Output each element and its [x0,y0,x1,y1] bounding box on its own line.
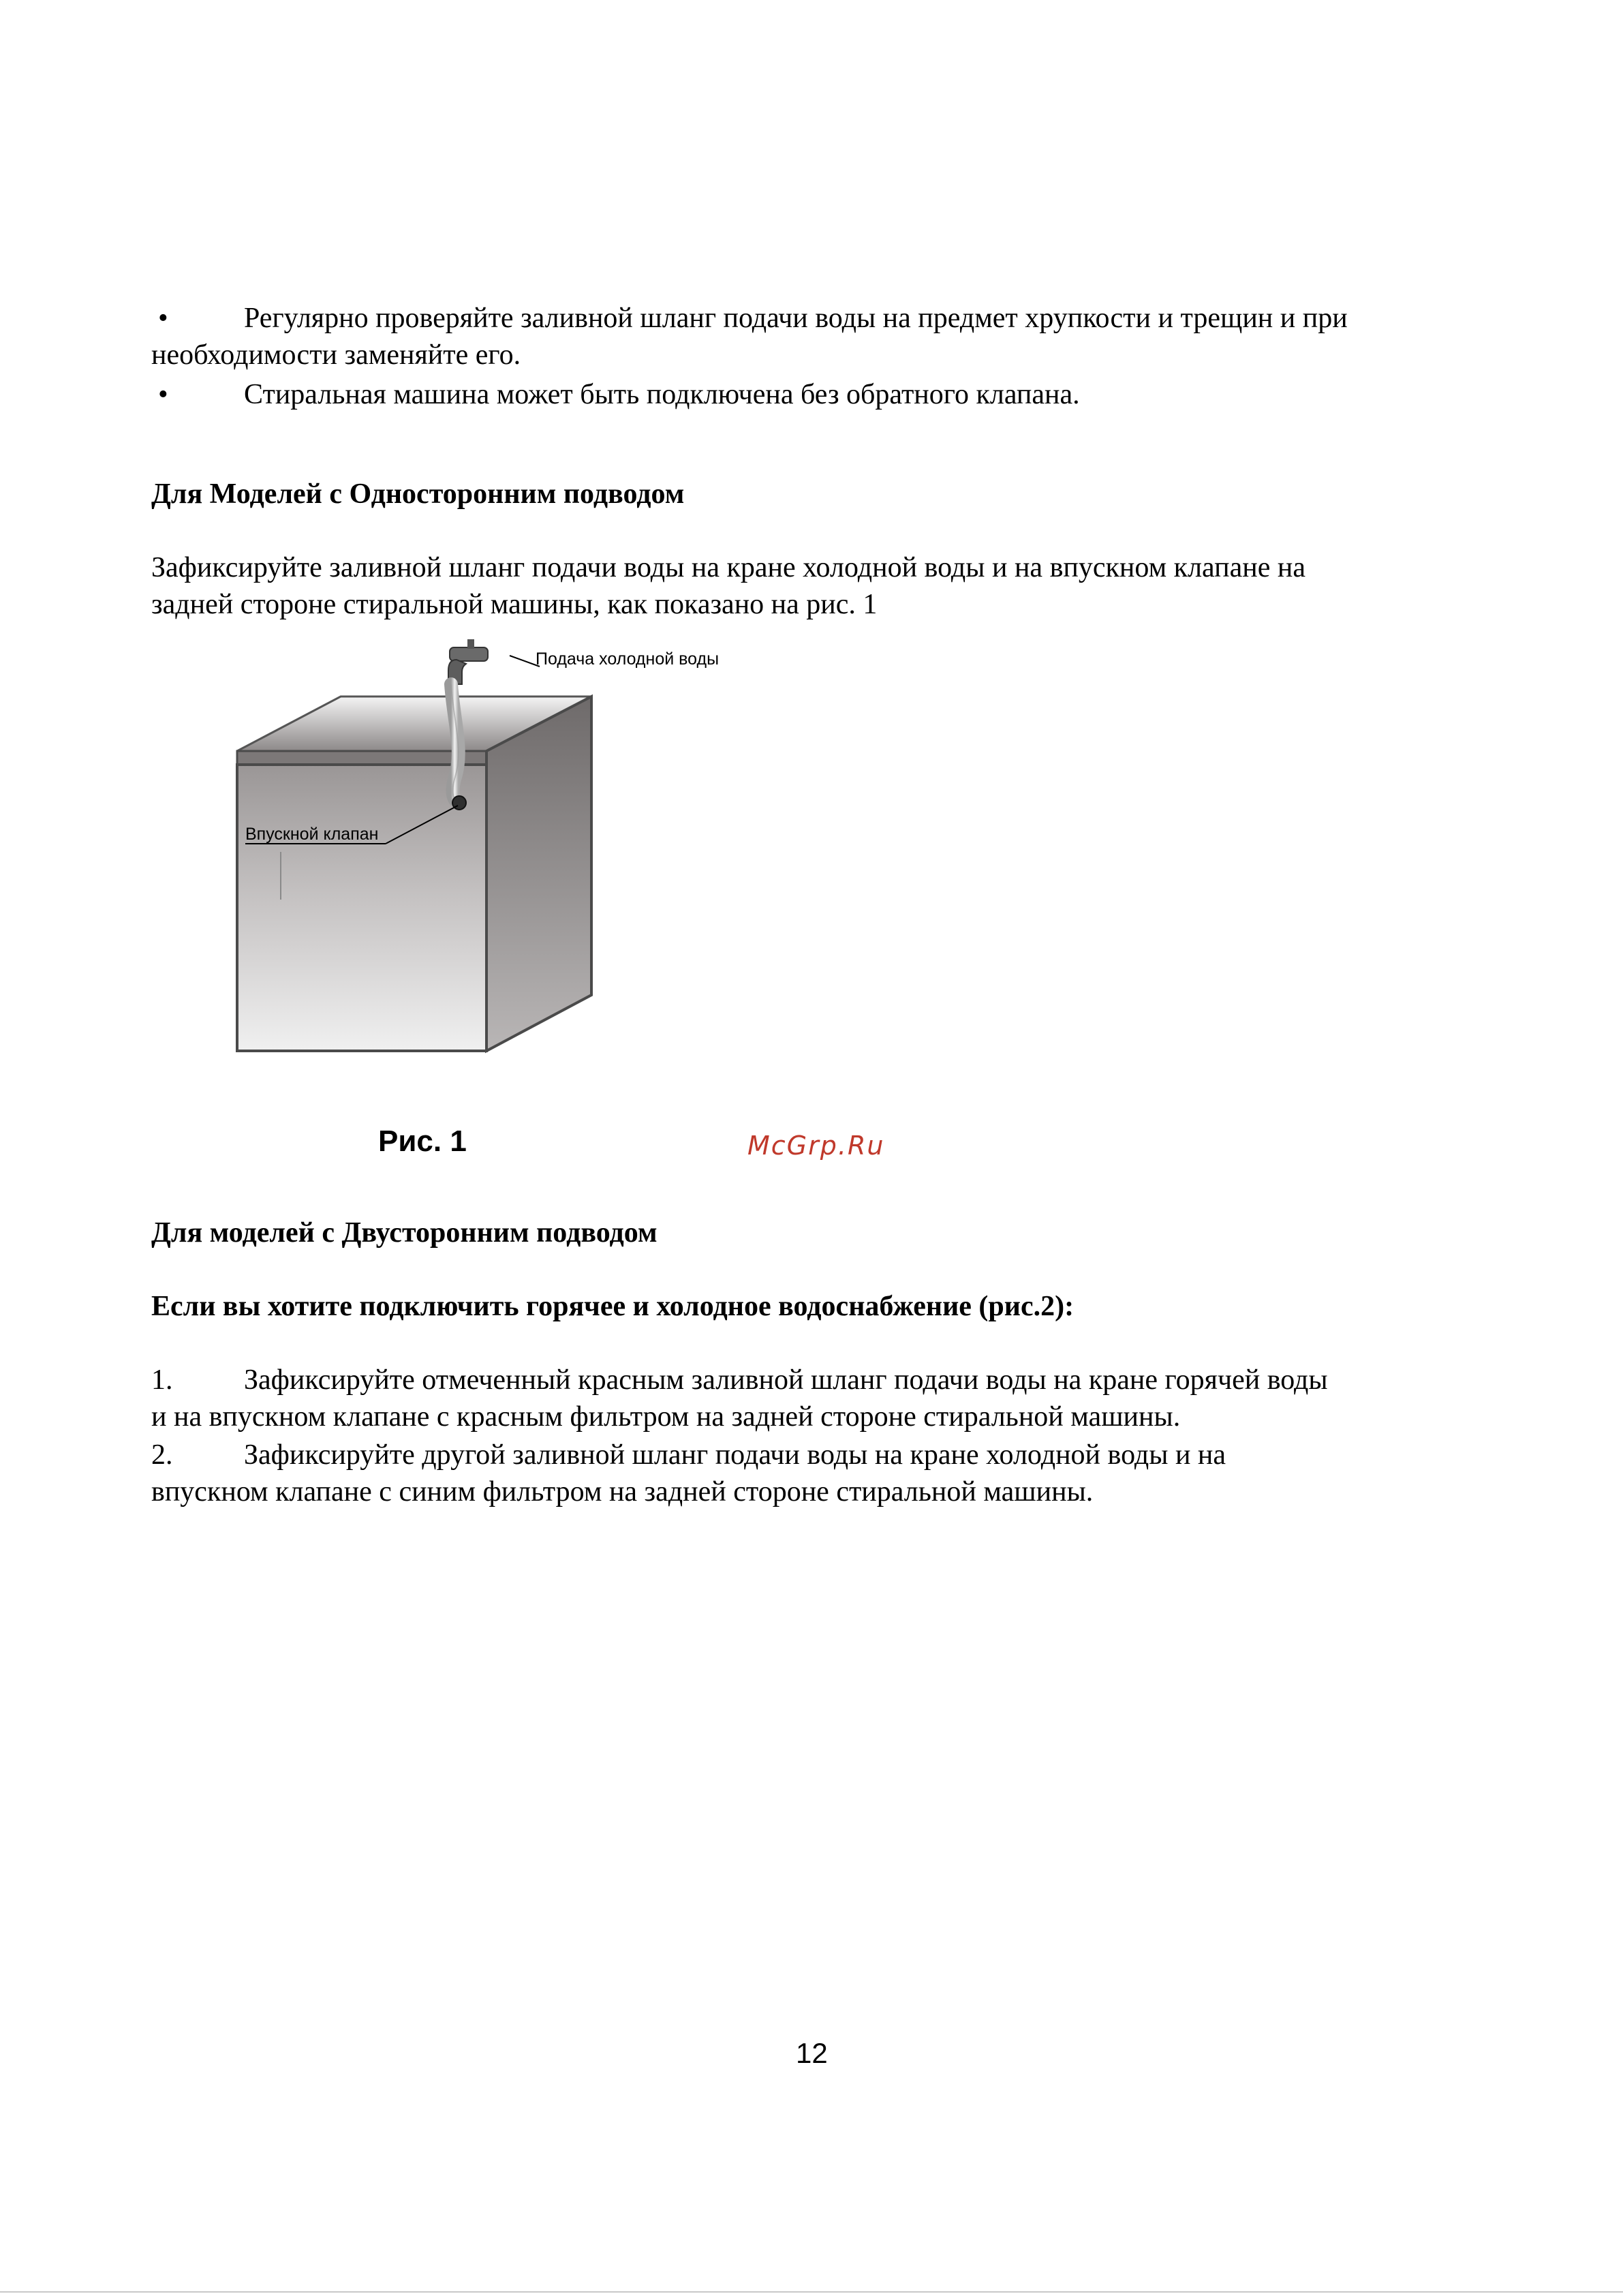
washing-machine-figure [204,627,886,1172]
paragraph-line: задней стороне стиральной машины, как показано на рис. 1 [151,589,878,620]
bullet-2-text: Стиральная машина может быть подключена без обратного клапана. [244,379,1080,410]
list-item-1-line-2: и на впускном клапане с красным фильтром на задней стороне стиральной машины. [151,1401,1181,1433]
list-item-2-line-2: впускном клапане с синим фильтром на задней стороне стиральной машины. [151,1476,1094,1507]
section-subheading: Если вы хотите подключить горячее и холодное водоснабжение (рис.2): [151,1291,1075,1322]
bullet-1-text: Регулярно проверяйте заливной шланг подачи воды на предмет хрупкости и трещин и при [244,303,1348,334]
bullet-1-line-1 [151,300,1500,337]
water-hose [451,684,459,803]
faucet-handle [467,639,474,649]
faucet-body [450,647,488,661]
list-item-1-line-1 [151,1362,1500,1398]
label-inlet-valve: Впускной клапан [245,825,379,844]
bullet-symbol: • [158,303,168,334]
watermark-text: McGrp.Ru [747,1131,885,1161]
list-item-number: 2. [151,1439,173,1471]
bullet-2-line-1 [151,376,1500,413]
list-item-1-text: Зафиксируйте отмеченный красным заливной шланг подачи воды на кране горячей воды [244,1364,1328,1396]
page-number: 12 [796,2037,828,2069]
label-cold-water: Подача холодной воды [536,649,720,669]
machine-side-face [486,697,591,1051]
section-heading-two-sided: Для моделей с Двусторонним подводом [151,1217,658,1249]
machine-front-face [237,765,486,1051]
list-item-2-text: Зафиксируйте другой заливной шланг подачи воды на кране холодной воды и на [244,1439,1226,1471]
figure-caption: Рис. 1 [378,1124,467,1158]
list-item-2-line-1 [151,1437,1500,1473]
bullet-symbol: • [158,379,168,410]
paragraph-line: Зафиксируйте заливной шланг подачи воды на кране холодной воды и на впускном клапане на [151,552,1305,583]
bullet-1-line-2: необходимости заменяйте его. [151,339,521,371]
section-heading-one-sided: Для Моделей с Односторонним подводом [151,478,685,510]
list-item-number: 1. [151,1364,173,1396]
page-bottom-edge [0,2291,1623,2293]
machine-top-band [237,751,486,765]
